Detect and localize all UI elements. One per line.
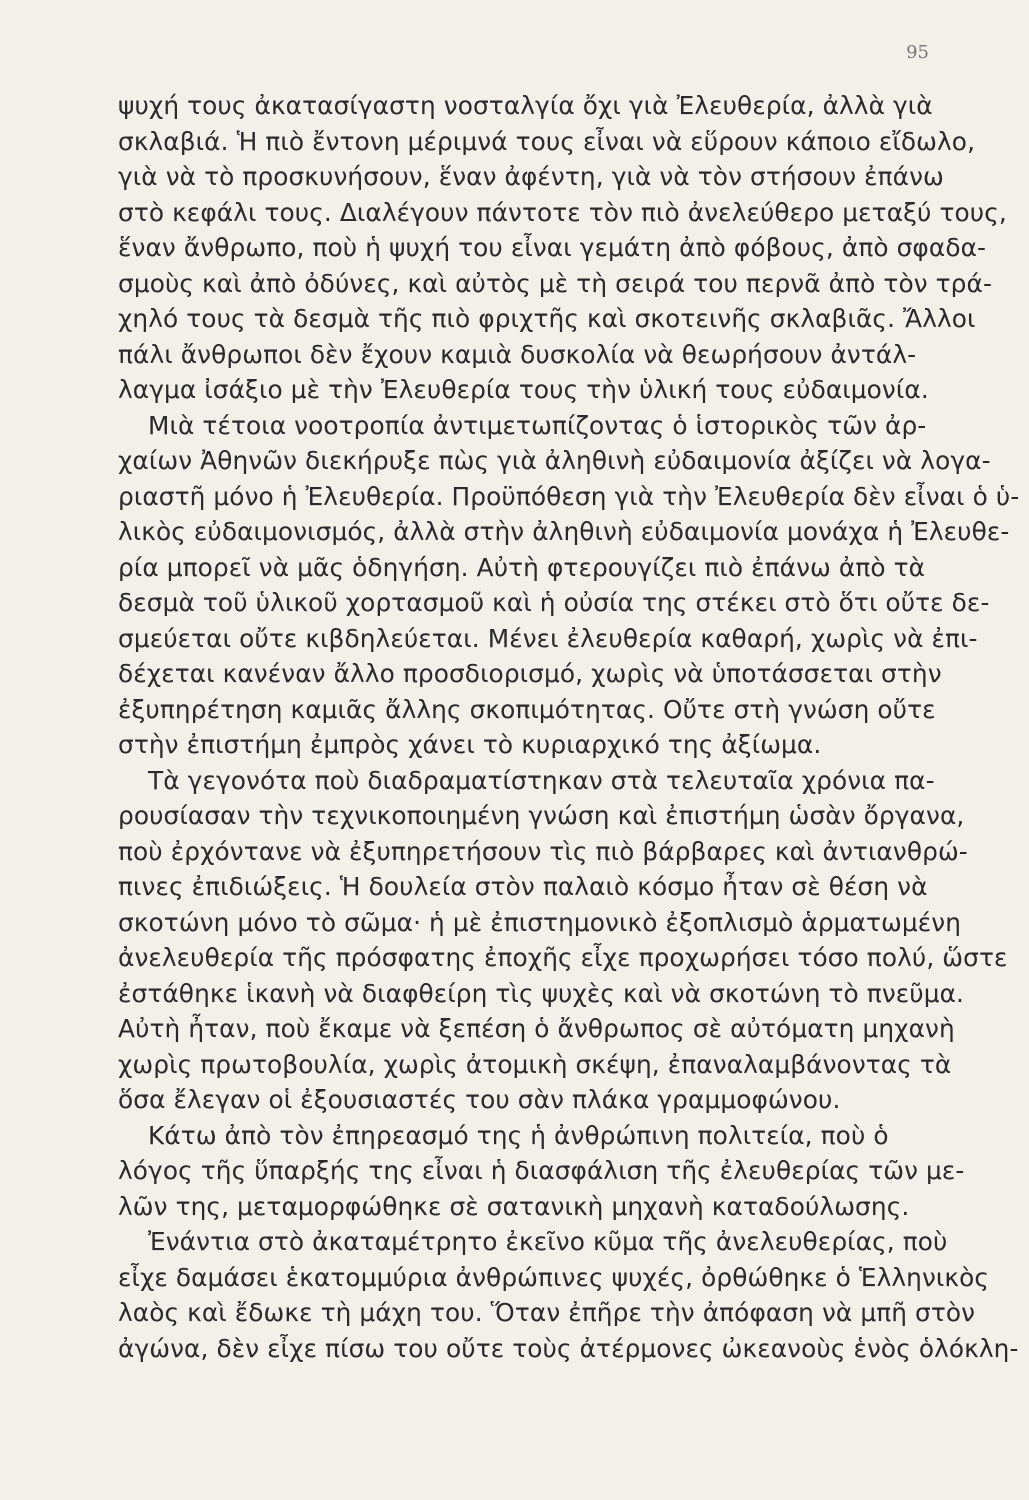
text-line: σκλαβιά. Ἡ πιὸ ἔντονη μέριμνά τους εἶναι νὰ εὕρουν κάποιο εἴδωλο, [118,126,976,156]
text-line: στὴν ἐπιστήμη ἐμπρὸς χάνει τὸ κυριαρχικό της ἀξίωμα. [118,730,822,759]
text-line: Ἐνάντια στὸ ἀκαταμέτρητο ἐκεῖνο κῦμα τῆς ἀνελευθερίας, ποὺ [148,1227,948,1256]
paragraph [118,763,1008,1118]
text-line: ἐξυπηρέτηση καμιᾶς ἄλλης σκοπιμότητας. Οὔτε στὴ γνώση οὔτε [118,694,936,724]
paragraph [118,1118,965,1225]
text-line: πινες ἐπιδιώξεις. Ἡ δουλεία στὸν παλαιὸ κόσμο ἦταν σὲ θέση νὰ [118,872,928,901]
text-line: ἐστάθηκε ἱκανὴ νὰ διαφθείρη τὶς ψυχὲς καὶ νὰ σκοτώνη τὸ πνεῦμα. [118,978,965,1008]
text-line: ποὺ ἐρχόντανε νὰ ἐξυπηρετήσουν τὶς πιὸ βάρβαρες καὶ ἀντιανθρώ- [118,836,968,866]
text-line: ἀγώνα, δὲν εἶχε πίσω του οὔτε τοὺς ἀτέρμονες ὠκεανοὺς ἑνὸς ὁλόκλη- [118,1333,1019,1363]
text-line: ἀνελευθερία τῆς πρόσφατης ἐποχῆς εἶχε προχωρήσει τόσο πολύ, ὥστε [118,943,1008,972]
text-line: σκοτώνη μόνο τὸ σῶμα· ἡ μὲ ἐπιστημονικὸ ἐξοπλισμὸ ἁρματωμένη [118,907,962,937]
text-line: δέχεται κανέναν ἄλλο προσδιορισμό, χωρὶς νὰ ὑποτάσσεται στὴν [118,659,942,688]
paragraph [118,88,1007,408]
text-line: Μιὰ τέτοια νοοτροπία ἀντιμετωπίζοντας ὁ ἱστορικὸς τῶν ἀρ- [148,410,927,440]
text-line: ὅσα ἔλεγαν οἱ ἐξουσιαστές του σὰν πλάκα γραμμοφώνου. [118,1085,841,1114]
text-line: χωρὶς πρωτοβουλία, χωρὶς ἀτομικὴ σκέψη, ἐπαναλαμβάνοντας τὰ [118,1049,952,1079]
text-line: ψυχή τους ἀκατασίγαστη νοσταλγία ὄχι γιὰ Ἐλευθερία, ἀλλὰ γιὰ [118,91,933,120]
text-line: λαὸς καὶ ἔδωκε τὴ μάχη του. Ὅταν ἐπῆρε τὴν ἀπόφαση νὰ μπῆ στὸν [118,1298,976,1327]
text-line: Τὰ γεγονότα ποὺ διαδραματίστηκαν στὰ τελευταῖα χρόνια πα- [148,765,935,795]
paragraph [118,1224,1019,1366]
text-line: λόγος τῆς ὕπαρξής της εἶναι ἡ διασφάλιση τῆς ἐλευθερίας τῶν με- [118,1156,965,1185]
text-line: λαγμα ἰσάξιο μὲ τὴν Ἐλευθερία τους τὴν ὑλική τους εὐδαιμονία. [118,375,929,404]
text-line: χαίων Ἀθηνῶν διεκήρυξε πὼς γιὰ ἀληθινὴ εὐδαιμονία ἀξίζει νὰ λογα- [118,446,991,475]
paragraph [118,408,1020,763]
text-line: χηλό τους τὰ δεσμὰ τῆς πιὸ φριχτῆς καὶ σκοτεινῆς σκλαβιᾶς. Ἄλλοι [118,304,976,333]
text-line: λῶν της, μεταμορφώθηκε σὲ σατανικὴ μηχανὴ καταδούλωσης. [118,1191,910,1221]
text-line: εἶχε δαμάσει ἑκατομμύρια ἀνθρώπινες ψυχές, ὀρθώθηκε ὁ Ἑλληνικὸς [118,1262,990,1292]
text-line: Αὐτὴ ἦταν, ποὺ ἔκαμε νὰ ξεπέση ὁ ἄνθρωπος σὲ αὐτόματη μηχανὴ [118,1014,955,1043]
text-line: σμοὺς καὶ ἀπὸ ὀδύνες, καὶ αὐτὸς μὲ τὴ σειρά του περνᾶ ἀπὸ τὸν τρά- [118,268,993,298]
text-line: ρουσίασαν τὴν τεχνικοποιημένη γνώση καὶ ἐπιστήμη ὡσὰν ὄργανα, [118,801,965,830]
text-line: σμεύεται οὔτε κιβδηλεύεται. Μένει ἐλευθερία καθαρή, χωρὶς νὰ ἐπι- [118,623,978,653]
page-number: 95 [906,42,929,63]
text-line: ριαστῆ μόνο ἡ Ἐλευθερία. Προϋπόθεση γιὰ τὴν Ἐλευθερία δὲν εἶναι ὁ ὑ- [118,481,1020,511]
text-line: Κάτω ἀπὸ τὸν ἐπηρεασμό της ἡ ἀνθρώπινη πολιτεία, ποὺ ὁ [148,1120,889,1150]
text-line: ἕναν ἄνθρωπο, ποὺ ἡ ψυχή του εἶναι γεμάτη ἀπὸ φόβους, ἀπὸ σφαδα- [118,233,987,262]
text-line: πάλι ἄνθρωποι δὲν ἔχουν καμιὰ δυσκολία νὰ θεωρήσουν ἀντάλ- [118,339,917,369]
text-line: δεσμὰ τοῦ ὑλικοῦ χορτασμοῦ καὶ ἡ οὐσία της στέκει στὸ ὅτι οὔτε δε- [118,588,990,617]
body-text [118,88,1020,1366]
text-line: ρία μπορεῖ νὰ μᾶς ὁδηγήση. Αὐτὴ φτερουγίζει πιὸ ἐπάνω ἀπὸ τὰ [118,552,926,582]
text-line: λικὸς εὐδαιμονισμός, ἀλλὰ στὴν ἀληθινὴ εὐδαιμονία μονάχα ἡ Ἐλευθε- [118,517,1010,546]
text-line: γιὰ νὰ τὸ προσκυνήσουν, ἕναν ἀφέντη, γιὰ νὰ τὸν στήσουν ἐπάνω [118,162,944,191]
text-line: στὸ κεφάλι τους. Διαλέγουν πάντοτε τὸν πιὸ ἀνελεύθερο μεταξύ τους, [118,197,1007,227]
